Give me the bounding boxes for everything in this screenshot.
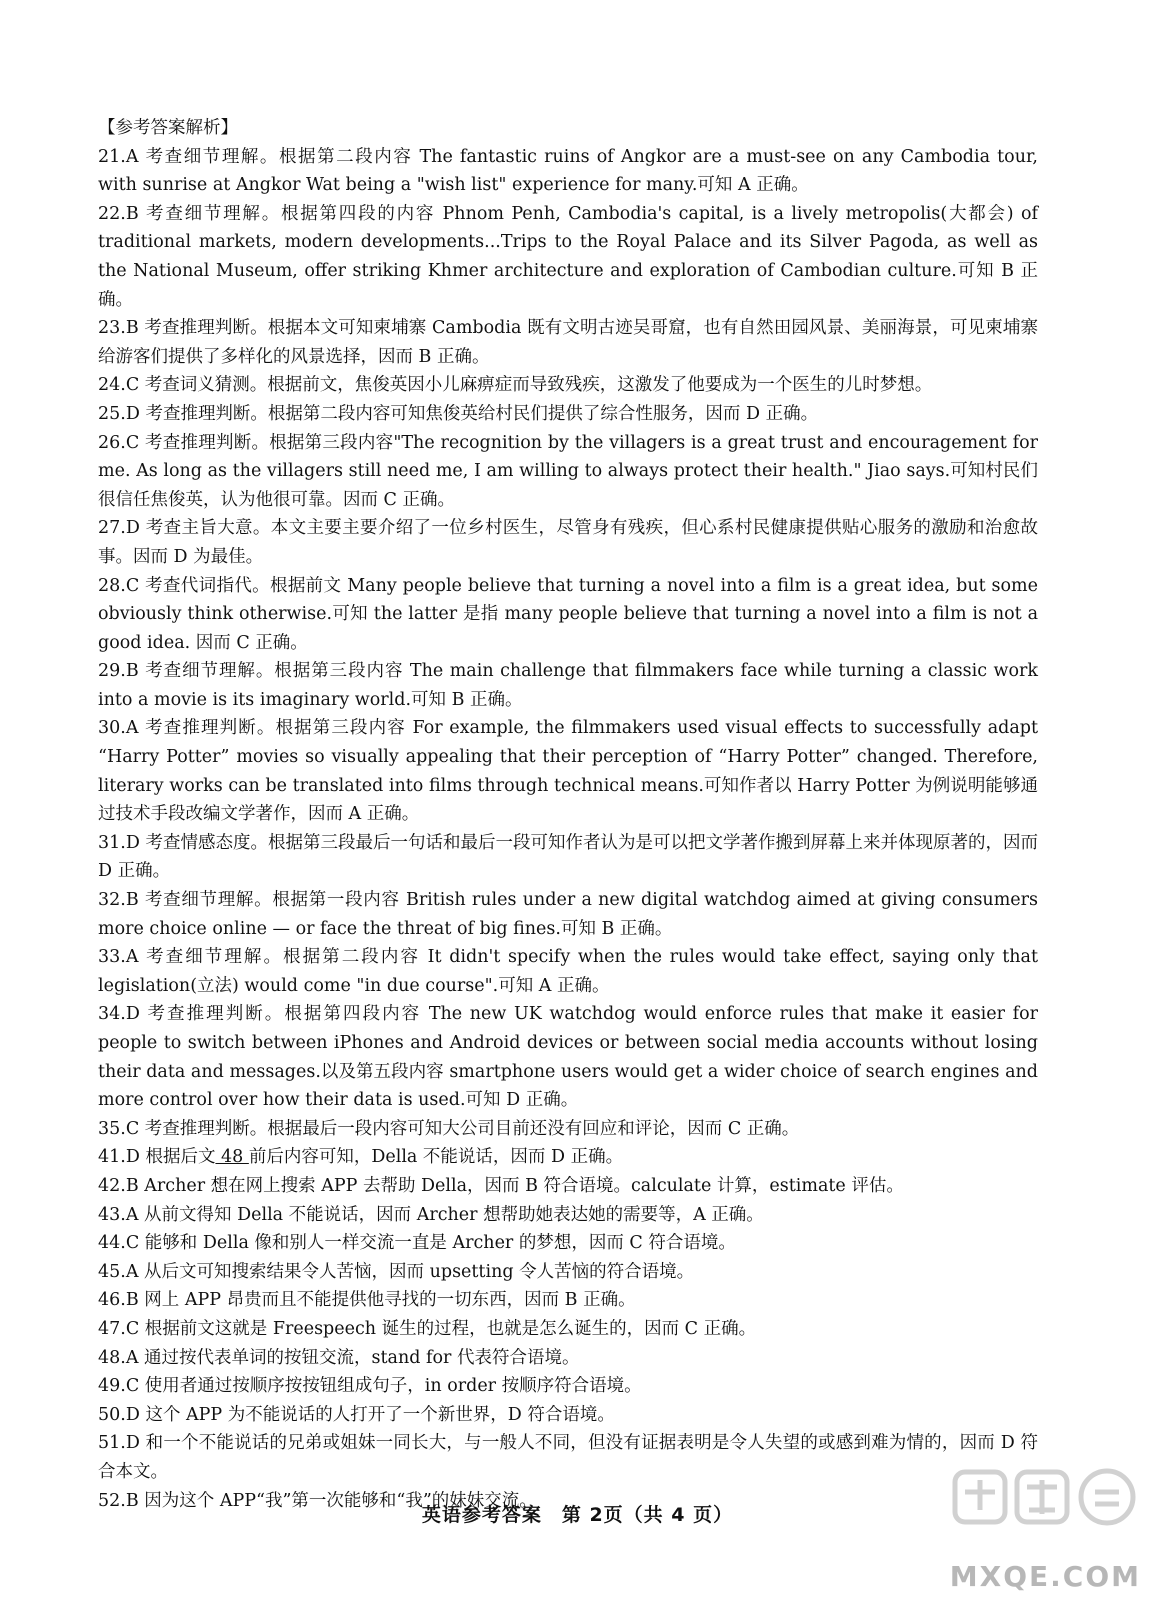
answer-item bbox=[98, 514, 1038, 571]
answer-item bbox=[98, 1315, 1038, 1344]
answer-explanation: 考查情感态度。根据第三段最后一句话和最后一段可知作者认为是可以把文学著作搬到屏幕上来并体现原著的，因而 D 正确。 bbox=[98, 832, 1038, 882]
answer-number: 49.C bbox=[98, 1376, 140, 1397]
answer-content bbox=[98, 114, 1038, 1515]
answer-explanation: 因为这个 APP“我”第一次能够和“我”的妹妹交流。 bbox=[138, 1490, 537, 1511]
answer-item bbox=[98, 1372, 1038, 1401]
answer-item bbox=[98, 714, 1038, 828]
answer-explanation: 考查细节理解。根据第三段内容 The main challenge that filmmakers face while turning a classic work into a movie is its imaginary world.可知 B 正确。 bbox=[98, 661, 1038, 710]
answer-item bbox=[98, 1201, 1038, 1230]
answer-number: 51.D bbox=[98, 1433, 140, 1454]
answer-number: 23.B bbox=[98, 318, 139, 339]
answer-number: 31.D bbox=[98, 832, 140, 853]
answer-explanation: 考查推理判断。根据最后一段内容可知大公司目前还没有回应和评论，因而 C 正确。 bbox=[139, 1118, 800, 1139]
answer-number: 50.D bbox=[98, 1404, 140, 1425]
answer-number: 44.C bbox=[98, 1233, 140, 1254]
answer-explanation: 网上 APP 昂贵而且不能提供他寻找的一切东西，因而 B 正确。 bbox=[138, 1290, 636, 1311]
answer-number: 43.A bbox=[98, 1204, 139, 1225]
answer-explanation: 能够和 Della 像和别人一样交流一直是 Archer 的梦想，因而 C 符合语境。 bbox=[139, 1233, 736, 1254]
answer-number: 30.A bbox=[98, 718, 139, 739]
answer-number: 35.C bbox=[98, 1118, 140, 1139]
answer-item bbox=[98, 886, 1038, 943]
answer-item bbox=[98, 1344, 1038, 1373]
answer-number: 41.D bbox=[98, 1147, 140, 1168]
section-heading: 【参考答案解析】 bbox=[98, 118, 238, 138]
answer-number: 47.C bbox=[98, 1318, 140, 1339]
answer-item bbox=[98, 1286, 1038, 1315]
answer-explanation: 这个 APP 为不能说话的人打开了一个新世界，D 符合语境。 bbox=[139, 1404, 615, 1425]
answer-explanation: 考查推理判断。根据本文可知柬埔寨 Cambodia 既有文明古迹吴哥窟，也有自然田园风景、美丽海景，可见柬埔寨给游客们提供了多样化的风景选择，因而 B 正确。 bbox=[98, 318, 1038, 367]
answer-explanation-cont: 前后内容可知，Della 不能说话，因而 D 正确。 bbox=[248, 1147, 624, 1168]
answer-item bbox=[98, 657, 1038, 714]
answer-item bbox=[98, 429, 1038, 515]
answer-item bbox=[98, 1172, 1038, 1201]
answer-explanation: 考查推理判断。根据第三段内容 For example, the filmmakers used visual effects to successfully adapt “Harry Potter” movies so visually appealing that their perception of “Harry Potter” changed. Therefore, literary works can be translated into films through technical means.可知作者以 Harry Potter 为例说明能够通过技术手段改编文学著作，因而 A 正确。 bbox=[98, 718, 1038, 825]
answer-number: 27.D bbox=[98, 518, 140, 539]
answer-item bbox=[98, 829, 1038, 886]
answer-explanation: 从前文得知 Della 不能说话，因而 Archer 想帮助她表达她的需要等，A 正确。 bbox=[138, 1204, 764, 1225]
answer-number: 25.D bbox=[98, 403, 140, 424]
answer-item bbox=[98, 143, 1038, 200]
answer-number: 29.B bbox=[98, 661, 139, 682]
answer-number: 42.B bbox=[98, 1175, 139, 1196]
answer-explanation: 考查主旨大意。本文主要主要介绍了一位乡村医生，尽管身有残疾，但心系村民健康提供贴心服务的激励和治愈故事。因而 D 为最佳。 bbox=[98, 518, 1038, 567]
answer-item bbox=[98, 314, 1038, 371]
answer-number: 28.C bbox=[98, 575, 140, 596]
answer-number: 32.B bbox=[98, 890, 139, 911]
blank-reference: 48 bbox=[215, 1147, 249, 1168]
answer-explanation: 根据前文这就是 Freespeech 诞生的过程，也就是怎么诞生的，因而 C 正确。 bbox=[139, 1318, 757, 1339]
answer-list bbox=[98, 143, 1038, 1516]
answer-number: 34.D bbox=[98, 1004, 140, 1025]
answer-number: 33.A bbox=[98, 947, 139, 968]
answer-item bbox=[98, 1258, 1038, 1287]
answer-explanation: 考查细节理解。根据第一段内容 British rules under a new digital watchdog aimed at giving consumers more choice online — or face the threat of big fines.可知 B 正确。 bbox=[98, 890, 1038, 939]
answer-number: 52.B bbox=[98, 1490, 139, 1511]
answer-explanation: 考查代词指代。根据前文 Many people believe that turning a novel into a film is a great idea, but some obviously think otherwise.可知 the latter 是指 many people believe that turning a novel into a film is not a good idea. 因而 C 正确。 bbox=[98, 575, 1038, 653]
answer-explanation: 考查细节理解。根据第四段的内容 Phnom Penh, Cambodia's capital, is a lively metropolis(大都会) of traditional markets, modern developments...Trips to the Royal Palace and its Silver Pagoda, as well as the National Museum, offer striking Khmer architecture and exploration of Cambodian culture.可知 B 正确。 bbox=[98, 203, 1038, 310]
answer-explanation: 通过按代表单词的按钮交流，stand for 代表符合语境。 bbox=[138, 1347, 580, 1368]
answer-number: 26.C bbox=[98, 432, 140, 453]
answer-item bbox=[98, 371, 1038, 400]
page-footer: 英语参考答案 第 2页（共 4 页） bbox=[421, 1504, 734, 1526]
answer-number: 45.A bbox=[98, 1261, 139, 1282]
answer-explanation: 考查细节理解。根据第二段内容 The fantastic ruins of Angkor are a must-see on any Cambodia tour, with sunrise at Angkor Wat being a "wish list" experience for many.可知 A 正确。 bbox=[98, 146, 1038, 196]
answer-item bbox=[98, 1401, 1038, 1430]
answer-explanation: 考查词义猜测。根据前文，焦俊英因小儿麻痹症而导致残疾，这激发了他要成为一个医生的儿时梦想。 bbox=[139, 375, 933, 396]
answer-item bbox=[98, 572, 1038, 658]
answer-explanation: 考查推理判断。根据第三段内容"The recognition by the villagers is a great trust and encouragement for me. As long as the villagers still need me, I am willing to always protect their health." Jiao says.可知村民们很信任焦俊英，认为他很可靠。因而 C 正确。 bbox=[98, 432, 1038, 510]
answer-item bbox=[98, 1143, 1038, 1172]
answer-number: 21.A bbox=[98, 146, 139, 167]
answer-explanation: 考查推理判断。根据第四段内容 The new UK watchdog would enforce rules that make it easier for people to switch between iPhones and Android devices or between social media accounts without losing their data and messages.以及第五段内容 smartphone users would get a wider choice of search engines and more control over how their data is used.可知 D 正确。 bbox=[98, 1004, 1038, 1111]
answer-explanation: 考查推理判断。根据第二段内容可知焦俊英给村民们提供了综合性服务，因而 D 正确。 bbox=[139, 403, 819, 424]
answer-item bbox=[98, 200, 1038, 314]
answer-explanation: 从后文可知搜索结果令人苦恼，因而 upsetting 令人苦恼的符合语境。 bbox=[138, 1261, 695, 1282]
answer-item bbox=[98, 943, 1038, 1000]
answer-item bbox=[98, 1000, 1038, 1114]
answer-explanation: 和一个不能说话的兄弟或姐妹一同长大，与一般人不同，但没有证据表明是令人失望的或感到难为情的，因而 D 符合本文。 bbox=[98, 1433, 1038, 1482]
answer-number: 24.C bbox=[98, 375, 140, 396]
watermark-text: MXQE.COM bbox=[949, 1560, 1141, 1593]
answer-explanation: Archer 想在网上搜索 APP 去帮助 Della，因而 B 符合语境。calculate 计算，estimate 评估。 bbox=[138, 1175, 904, 1196]
answer-item bbox=[98, 1115, 1038, 1144]
answer-item bbox=[98, 1229, 1038, 1258]
answer-explanation: 根据后文 bbox=[139, 1147, 216, 1168]
answer-explanation: 考查细节理解。根据第二段内容 It didn't specify when the rules would take effect, saying only that legislation(立法) would come "in due course".可知 A 正确。 bbox=[98, 947, 1038, 996]
answer-explanation: 使用者通过按顺序按按钮组成句子，in order 按顺序符合语境。 bbox=[139, 1376, 642, 1397]
answer-number: 46.B bbox=[98, 1290, 139, 1311]
answer-number: 48.A bbox=[98, 1347, 139, 1368]
answer-item bbox=[98, 1429, 1038, 1486]
answer-item bbox=[98, 400, 1038, 429]
answer-number: 22.B bbox=[98, 203, 139, 224]
